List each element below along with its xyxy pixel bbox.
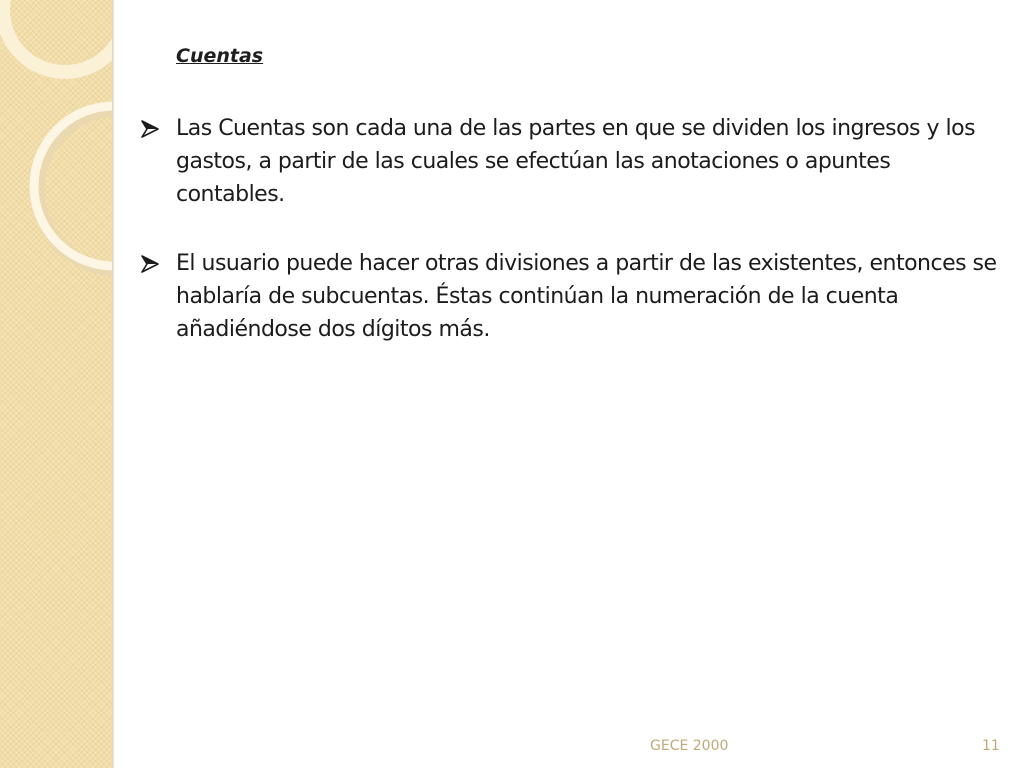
slide-heading: Cuentas: [176, 45, 264, 67]
bullet-text: Las Cuentas son cada una de las partes en que se dividen los ingresos y los gastos, a partir de las cuales se efectúan las anotaciones o apuntes contables.: [176, 116, 976, 207]
decorative-rings: [0, 0, 112, 768]
decorative-ring-top: [3, 0, 112, 72]
slide-content: [140, 0, 1000, 768]
arrow-bullet-icon: [140, 112, 176, 145]
bullet-item: [140, 247, 1000, 346]
bullet-text: El usuario puede hacer otras divisiones a partir de las existentes, entonces se hablaría de subcuentas. Éstas continúan la numeración de la cuenta añadiéndose dos dígitos más.: [176, 251, 997, 342]
page-number: 11: [982, 738, 1000, 754]
decorative-side-band: [0, 0, 112, 768]
bullet-item: [140, 112, 1000, 211]
footer-label: GECE 2000: [650, 738, 729, 754]
arrow-bullet-icon: [140, 247, 176, 280]
side-band-edge: [112, 0, 115, 768]
